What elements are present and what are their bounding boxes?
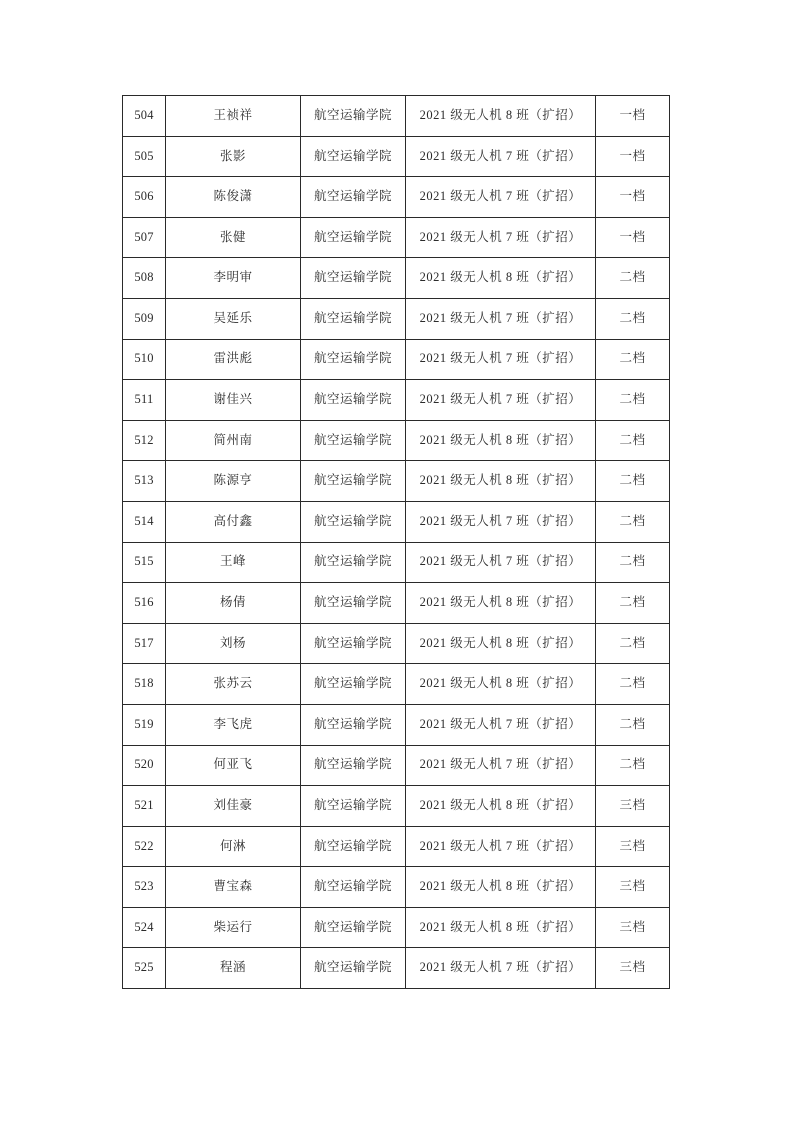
table-row (123, 339, 670, 380)
cell-student-name: 张苏云 (166, 664, 301, 705)
cell-sequence-number: 504 (123, 96, 166, 137)
table-row (123, 867, 670, 908)
cell-tier: 二档 (596, 623, 670, 664)
cell-class: 2021 级无人机 8 班（扩招） (406, 583, 596, 624)
table-row (123, 298, 670, 339)
cell-sequence-number: 514 (123, 501, 166, 542)
cell-class: 2021 级无人机 8 班（扩招） (406, 867, 596, 908)
cell-class: 2021 级无人机 7 班（扩招） (406, 501, 596, 542)
cell-college: 航空运输学院 (301, 339, 406, 380)
cell-class: 2021 级无人机 8 班（扩招） (406, 420, 596, 461)
cell-student-name: 程涵 (166, 948, 301, 989)
cell-class: 2021 级无人机 7 班（扩招） (406, 177, 596, 218)
cell-class: 2021 级无人机 7 班（扩招） (406, 339, 596, 380)
cell-student-name: 雷洪彪 (166, 339, 301, 380)
cell-tier: 二档 (596, 745, 670, 786)
cell-college: 航空运输学院 (301, 542, 406, 583)
cell-college: 航空运输学院 (301, 826, 406, 867)
cell-college: 航空运输学院 (301, 623, 406, 664)
cell-sequence-number: 521 (123, 786, 166, 827)
cell-sequence-number: 525 (123, 948, 166, 989)
cell-sequence-number: 522 (123, 826, 166, 867)
cell-student-name: 陈俊潇 (166, 177, 301, 218)
cell-tier: 二档 (596, 420, 670, 461)
table-row (123, 501, 670, 542)
student-roster-table (122, 95, 670, 989)
cell-college: 航空运输学院 (301, 745, 406, 786)
cell-class: 2021 级无人机 7 班（扩招） (406, 380, 596, 421)
cell-tier: 二档 (596, 664, 670, 705)
cell-class: 2021 级无人机 8 班（扩招） (406, 623, 596, 664)
table-row (123, 177, 670, 218)
cell-tier: 二档 (596, 339, 670, 380)
table-row (123, 704, 670, 745)
cell-sequence-number: 517 (123, 623, 166, 664)
table-row (123, 907, 670, 948)
cell-sequence-number: 523 (123, 867, 166, 908)
student-roster-table-wrap (122, 95, 669, 989)
cell-sequence-number: 524 (123, 907, 166, 948)
cell-sequence-number: 520 (123, 745, 166, 786)
cell-sequence-number: 515 (123, 542, 166, 583)
table-row (123, 664, 670, 705)
cell-class: 2021 级无人机 7 班（扩招） (406, 298, 596, 339)
cell-sequence-number: 507 (123, 217, 166, 258)
cell-tier: 二档 (596, 542, 670, 583)
cell-class: 2021 级无人机 8 班（扩招） (406, 664, 596, 705)
cell-tier: 一档 (596, 217, 670, 258)
cell-class: 2021 级无人机 8 班（扩招） (406, 786, 596, 827)
cell-sequence-number: 518 (123, 664, 166, 705)
cell-class: 2021 级无人机 7 班（扩招） (406, 136, 596, 177)
cell-student-name: 李明审 (166, 258, 301, 299)
student-roster-body (123, 96, 670, 989)
cell-tier: 三档 (596, 907, 670, 948)
cell-class: 2021 级无人机 8 班（扩招） (406, 461, 596, 502)
cell-student-name: 何淋 (166, 826, 301, 867)
cell-tier: 一档 (596, 136, 670, 177)
cell-student-name: 杨倩 (166, 583, 301, 624)
cell-tier: 二档 (596, 258, 670, 299)
cell-student-name: 吴延乐 (166, 298, 301, 339)
table-row (123, 745, 670, 786)
cell-student-name: 何亚飞 (166, 745, 301, 786)
cell-sequence-number: 505 (123, 136, 166, 177)
cell-student-name: 陈源亨 (166, 461, 301, 502)
cell-sequence-number: 506 (123, 177, 166, 218)
cell-college: 航空运输学院 (301, 948, 406, 989)
cell-tier: 二档 (596, 461, 670, 502)
cell-college: 航空运输学院 (301, 786, 406, 827)
cell-college: 航空运输学院 (301, 664, 406, 705)
cell-college: 航空运输学院 (301, 258, 406, 299)
cell-college: 航空运输学院 (301, 96, 406, 137)
cell-student-name: 谢佳兴 (166, 380, 301, 421)
cell-college: 航空运输学院 (301, 177, 406, 218)
cell-tier: 三档 (596, 948, 670, 989)
cell-tier: 二档 (596, 583, 670, 624)
cell-college: 航空运输学院 (301, 867, 406, 908)
cell-sequence-number: 519 (123, 704, 166, 745)
cell-college: 航空运输学院 (301, 704, 406, 745)
cell-student-name: 高付鑫 (166, 501, 301, 542)
table-row (123, 217, 670, 258)
cell-class: 2021 级无人机 8 班（扩招） (406, 96, 596, 137)
table-row (123, 380, 670, 421)
cell-tier: 二档 (596, 298, 670, 339)
cell-college: 航空运输学院 (301, 136, 406, 177)
cell-class: 2021 级无人机 8 班（扩招） (406, 258, 596, 299)
cell-college: 航空运输学院 (301, 217, 406, 258)
table-row (123, 786, 670, 827)
cell-tier: 二档 (596, 380, 670, 421)
cell-student-name: 张健 (166, 217, 301, 258)
table-row (123, 948, 670, 989)
cell-tier: 三档 (596, 867, 670, 908)
cell-college: 航空运输学院 (301, 907, 406, 948)
table-row (123, 136, 670, 177)
cell-college: 航空运输学院 (301, 298, 406, 339)
cell-student-name: 刘杨 (166, 623, 301, 664)
table-row (123, 623, 670, 664)
cell-student-name: 简州南 (166, 420, 301, 461)
table-row (123, 420, 670, 461)
cell-sequence-number: 510 (123, 339, 166, 380)
cell-student-name: 王峰 (166, 542, 301, 583)
cell-class: 2021 级无人机 7 班（扩招） (406, 745, 596, 786)
cell-college: 航空运输学院 (301, 461, 406, 502)
cell-college: 航空运输学院 (301, 501, 406, 542)
cell-tier: 一档 (596, 177, 670, 218)
cell-tier: 三档 (596, 826, 670, 867)
cell-college: 航空运输学院 (301, 380, 406, 421)
cell-student-name: 王祯祥 (166, 96, 301, 137)
table-row (123, 96, 670, 137)
cell-sequence-number: 511 (123, 380, 166, 421)
cell-sequence-number: 509 (123, 298, 166, 339)
cell-sequence-number: 516 (123, 583, 166, 624)
table-row (123, 542, 670, 583)
cell-sequence-number: 512 (123, 420, 166, 461)
cell-student-name: 柴运行 (166, 907, 301, 948)
cell-sequence-number: 513 (123, 461, 166, 502)
cell-college: 航空运输学院 (301, 583, 406, 624)
cell-tier: 二档 (596, 704, 670, 745)
cell-class: 2021 级无人机 8 班（扩招） (406, 907, 596, 948)
cell-class: 2021 级无人机 7 班（扩招） (406, 826, 596, 867)
table-row (123, 826, 670, 867)
table-row (123, 461, 670, 502)
cell-student-name: 曹宝森 (166, 867, 301, 908)
cell-tier: 二档 (596, 501, 670, 542)
table-row (123, 583, 670, 624)
cell-class: 2021 级无人机 7 班（扩招） (406, 217, 596, 258)
cell-tier: 一档 (596, 96, 670, 137)
cell-class: 2021 级无人机 7 班（扩招） (406, 948, 596, 989)
cell-class: 2021 级无人机 7 班（扩招） (406, 542, 596, 583)
cell-student-name: 张影 (166, 136, 301, 177)
cell-college: 航空运输学院 (301, 420, 406, 461)
cell-tier: 三档 (596, 786, 670, 827)
cell-student-name: 李飞虎 (166, 704, 301, 745)
table-row (123, 258, 670, 299)
cell-sequence-number: 508 (123, 258, 166, 299)
cell-class: 2021 级无人机 7 班（扩招） (406, 704, 596, 745)
cell-student-name: 刘佳豪 (166, 786, 301, 827)
